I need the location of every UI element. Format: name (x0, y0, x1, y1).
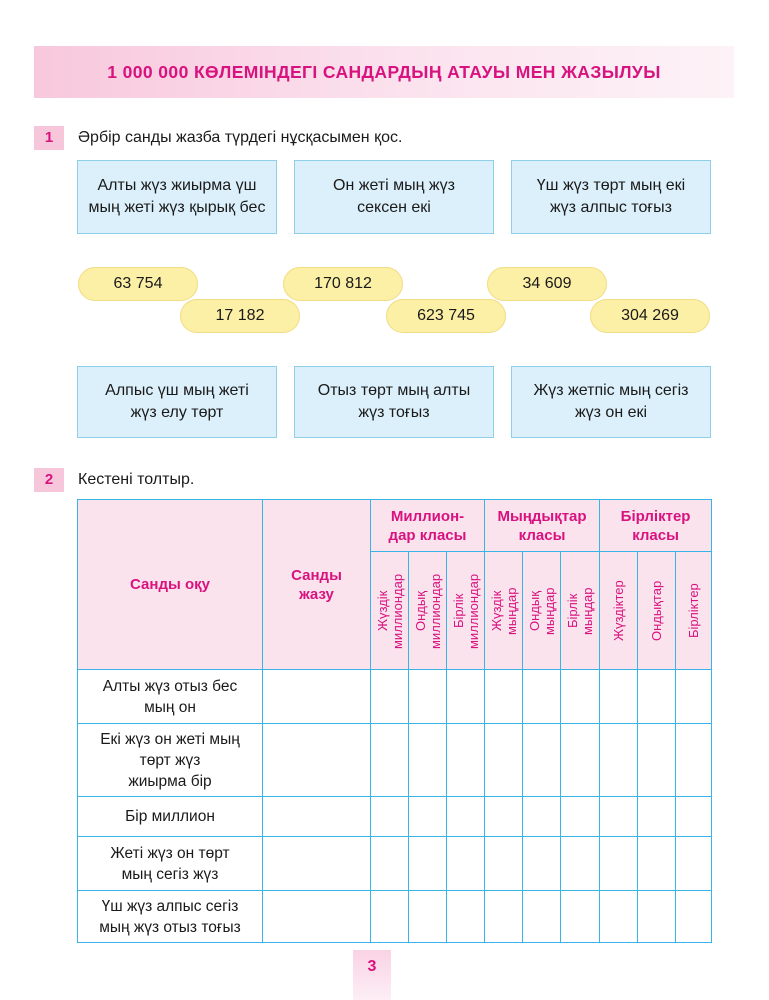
digit-cell[interactable] (638, 837, 676, 891)
digit-cell[interactable] (676, 724, 712, 797)
row-label-cell (78, 724, 263, 797)
digit-cell[interactable] (371, 724, 409, 797)
digit-cell[interactable] (676, 837, 712, 891)
class-label: Миллион- (390, 507, 465, 525)
digit-cell[interactable] (561, 837, 600, 891)
digit-cell[interactable] (638, 670, 676, 724)
digit-cell[interactable] (371, 837, 409, 891)
subheader-cell (447, 552, 485, 670)
digit-cell[interactable] (600, 891, 638, 943)
digit-cell[interactable] (561, 724, 600, 797)
place-label: мыңдар (541, 586, 557, 635)
digit-cell[interactable] (523, 724, 561, 797)
digit-cell[interactable] (485, 670, 523, 724)
subheader-cell (371, 552, 409, 670)
class-label: Мыңдықтар (497, 507, 587, 525)
place-value-table (77, 499, 712, 943)
place-label: Бірлік (450, 593, 466, 628)
digit-cell[interactable] (371, 797, 409, 837)
task-1-instruction: Әрбір санды жазба түрдегі нұсқасымен қос. (78, 129, 403, 146)
word-box-bottom-3[interactable] (511, 366, 711, 438)
place-label: Жүздіктер (611, 580, 627, 641)
number-oval[interactable]: 623 745 (386, 299, 506, 333)
digit-cell[interactable] (561, 797, 600, 837)
row-label: жиырма бір (128, 772, 212, 790)
word-box-line: Алты жүз жиырма үш (97, 177, 257, 194)
header-units-class (600, 500, 712, 552)
place-label: Бірліктер (686, 583, 702, 638)
digit-cell[interactable] (523, 670, 561, 724)
word-box-bottom-2[interactable] (294, 366, 494, 438)
word-box-line: Отыз төрт мың алты (317, 382, 471, 399)
digit-cell[interactable] (371, 670, 409, 724)
place-label: миллиондар (389, 572, 405, 649)
header-millions-class (371, 500, 485, 552)
digit-cell[interactable] (638, 891, 676, 943)
page-title: 1 000 000 КӨЛЕМІНДЕГІ САНДАРДЫҢ АТАУЫ МЕН ЖАЗЫЛУЫ (107, 62, 661, 82)
write-cell[interactable] (263, 670, 371, 724)
class-label: дар класы (388, 526, 467, 544)
row-label: мың жүз отыз тоғыз (99, 918, 241, 936)
digit-cell[interactable] (447, 797, 485, 837)
word-box-line: Үш жүз төрт мың екі (536, 177, 686, 194)
subheader-cell (638, 552, 676, 670)
digit-cell[interactable] (447, 670, 485, 724)
digit-cell[interactable] (409, 891, 447, 943)
row-label-cell (78, 891, 263, 943)
digit-cell[interactable] (409, 797, 447, 837)
word-box-line: сексен екі (357, 199, 431, 216)
word-box-top-1[interactable] (77, 160, 277, 234)
place-label: миллиондар (427, 572, 443, 649)
digit-cell[interactable] (561, 670, 600, 724)
row-label: төрт жүз (139, 751, 201, 769)
row-label: Жеті жүз он төрт (110, 844, 230, 862)
word-box-bottom-1[interactable] (77, 366, 277, 438)
place-label: миллиондар (465, 572, 481, 649)
digit-cell[interactable] (600, 797, 638, 837)
subheader-cell (676, 552, 712, 670)
place-label: Жүздік (374, 590, 390, 631)
row-label: Алты жүз отыз бес (102, 677, 238, 695)
row-label: Үш жүз алпыс сегіз (101, 897, 239, 915)
digit-cell[interactable] (600, 724, 638, 797)
header-write: жазу (299, 585, 334, 603)
write-cell[interactable] (263, 724, 371, 797)
digit-cell[interactable] (409, 837, 447, 891)
header-read: Санды оқу (130, 576, 210, 593)
write-cell[interactable] (263, 837, 371, 891)
digit-cell[interactable] (485, 797, 523, 837)
word-box-line: жүз он екі (574, 404, 648, 421)
subheader-cell (485, 552, 523, 670)
digit-cell[interactable] (638, 797, 676, 837)
row-label: Екі жүз он жеті мың (100, 730, 240, 748)
digit-cell[interactable] (600, 837, 638, 891)
place-label: мыңдар (503, 586, 519, 635)
class-label: класы (518, 526, 566, 544)
table-row (78, 797, 712, 837)
digit-cell[interactable] (447, 724, 485, 797)
digit-cell[interactable] (523, 837, 561, 891)
row-label-cell (78, 837, 263, 891)
task-1-number: 1 (34, 126, 64, 150)
task-2-instruction: Кестені толтыр. (78, 471, 195, 488)
digit-cell[interactable] (676, 797, 712, 837)
digit-cell[interactable] (371, 891, 409, 943)
class-label: Бірліктер (620, 507, 691, 525)
number-oval[interactable]: 304 269 (590, 299, 710, 333)
row-label: мың он (144, 698, 196, 716)
place-label: мыңдар (580, 586, 596, 635)
digit-cell[interactable] (600, 670, 638, 724)
word-box-line: Он жеті мың жүз (333, 177, 455, 194)
place-label: Ондық (412, 590, 428, 631)
header-thousands-class (485, 500, 600, 552)
digit-cell[interactable] (485, 837, 523, 891)
number-oval[interactable]: 63 754 (78, 267, 198, 301)
place-label: Жүздік (488, 590, 504, 631)
write-cell[interactable] (263, 797, 371, 837)
page-number: 3 (353, 950, 391, 1000)
table-row (78, 837, 712, 891)
number-oval[interactable]: 170 812 (283, 267, 403, 301)
subheader-cell (523, 552, 561, 670)
digit-cell[interactable] (447, 891, 485, 943)
digit-cell[interactable] (676, 891, 712, 943)
place-label: Ондық (526, 590, 542, 631)
word-box-line: жүз алпыс тоғыз (549, 199, 673, 216)
table-row (78, 891, 712, 943)
table-row (78, 670, 712, 724)
word-box-top-3[interactable] (511, 160, 711, 234)
header-read-cell (78, 500, 263, 670)
digit-cell[interactable] (561, 891, 600, 943)
row-label: Бір миллион (125, 808, 215, 825)
row-label: мың сегіз жүз (121, 865, 219, 883)
digit-cell[interactable] (409, 724, 447, 797)
digit-cell[interactable] (523, 891, 561, 943)
subheader-cell (561, 552, 600, 670)
word-box-line: жүз елу төрт (130, 404, 224, 421)
subheader-cell (409, 552, 447, 670)
word-box-line: Алпыс үш мың жеті (105, 382, 249, 399)
task-2-number: 2 (34, 468, 64, 492)
digit-cell[interactable] (638, 724, 676, 797)
digit-cell[interactable] (485, 891, 523, 943)
row-label-cell (78, 670, 263, 724)
table-row (78, 724, 712, 797)
place-label: Ондықтар (649, 580, 665, 641)
word-box-top-2[interactable] (294, 160, 494, 234)
row-label-cell (78, 797, 263, 837)
word-box-line: Жүз жетпіс мың сегіз (533, 382, 689, 399)
place-label: Бірлік (565, 593, 581, 628)
digit-cell[interactable] (447, 837, 485, 891)
write-cell[interactable] (263, 891, 371, 943)
subheader-cell (600, 552, 638, 670)
digit-cell[interactable] (485, 724, 523, 797)
header-write: Санды (291, 566, 342, 584)
word-box-line: жүз тоғыз (358, 404, 430, 421)
word-box-line: мың жеті жүз қырық бес (88, 199, 266, 216)
number-oval[interactable]: 34 609 (487, 267, 607, 301)
digit-cell[interactable] (676, 670, 712, 724)
number-oval[interactable]: 17 182 (180, 299, 300, 333)
header-write-cell (263, 500, 371, 670)
title-banner (34, 46, 734, 98)
digit-cell[interactable] (523, 797, 561, 837)
digit-cell[interactable] (409, 670, 447, 724)
class-label: класы (632, 526, 679, 544)
